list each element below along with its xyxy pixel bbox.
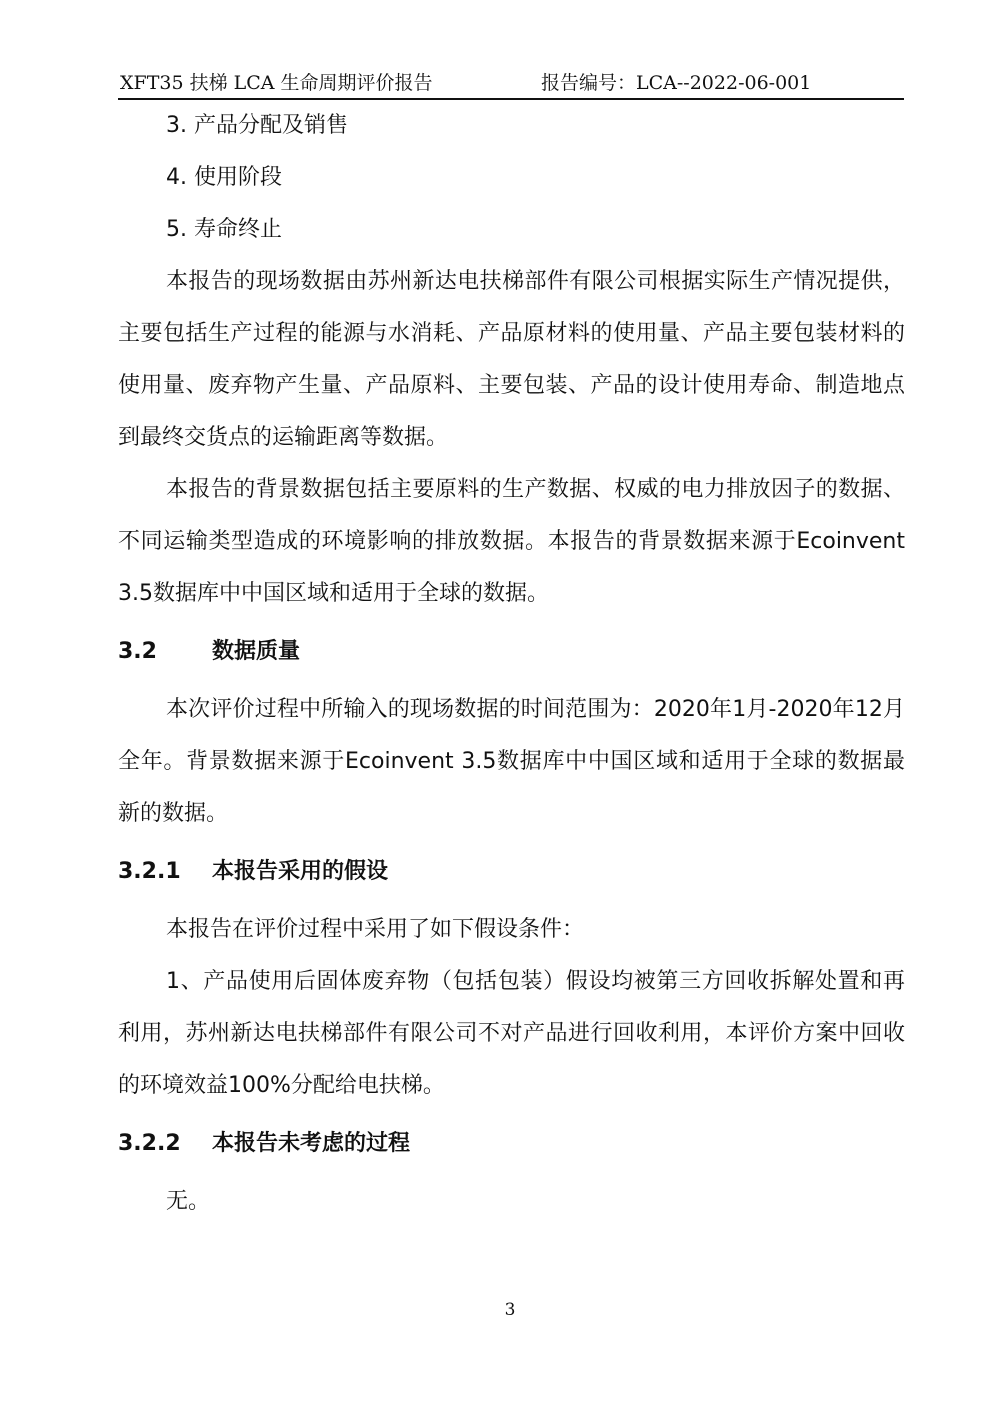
section-heading-3-2-1 — [118, 846, 905, 898]
section-number: 3.2.2 — [118, 1131, 181, 1156]
page-content — [118, 100, 905, 1228]
onsite-data-paragraph: 本报告的现场数据由苏州新达电扶梯部件有限公司根据实际生产情况提供，主要包括生产过程的能源与水消耗、产品原材料的使用量、产品主要包装材料的使用量、废弃物产生量、产品原料、主要包装、产品的设计使用寿命、制造地点到最终交货点的运输距离等数据。 — [118, 269, 905, 450]
section-number: 3.2 — [118, 639, 157, 664]
section-number: 3.2.1 — [118, 859, 181, 884]
section-heading-3-2-2 — [118, 1118, 905, 1170]
section-title: 本报告采用的假设 — [212, 859, 389, 884]
excluded-process-paragraph: 无。 — [166, 1189, 211, 1214]
assumption-item: 1、产品使用后固体废弃物（包括包装）假设均被第三方回收拆解处置和再利用，苏州新达电扶梯部件有限公司不对产品进行回收利用，本评价方案中回收的环境效益100%分配给电扶梯。 — [118, 969, 905, 1098]
section-heading-3-2 — [118, 626, 905, 678]
section-title: 数据质量 — [212, 639, 301, 664]
background-data-paragraph: 本报告的背景数据包括主要原料的生产数据、权威的电力排放因子的数据、不同运输类型造成的环境影响的排放数据。本报告的背景数据来源于Ecoinvent 3.5数据库中中国区域和适用于全球的数据。 — [118, 477, 905, 606]
section-title: 本报告未考虑的过程 — [212, 1131, 411, 1156]
report-number: 报告编号：LCA--2022-06-001 — [541, 72, 812, 94]
page-number: 3 — [504, 1300, 516, 1320]
report-title: XFT35 扶梯 LCA 生命周期评价报告 — [120, 72, 433, 94]
page-header — [118, 68, 904, 100]
list-item: 3. 产品分配及销售 — [166, 113, 348, 138]
list-item: 5. 寿命终止 — [166, 217, 282, 242]
data-quality-paragraph: 本次评价过程中所输入的现场数据的时间范围为：2020年1月-2020年12月全年。背景数据来源于Ecoinvent 3.5数据库中中国区域和适用于全球的数据最新的数据。 — [118, 697, 905, 826]
list-item: 4. 使用阶段 — [166, 165, 282, 190]
assumption-intro: 本报告在评价过程中采用了如下假设条件： — [166, 917, 585, 942]
